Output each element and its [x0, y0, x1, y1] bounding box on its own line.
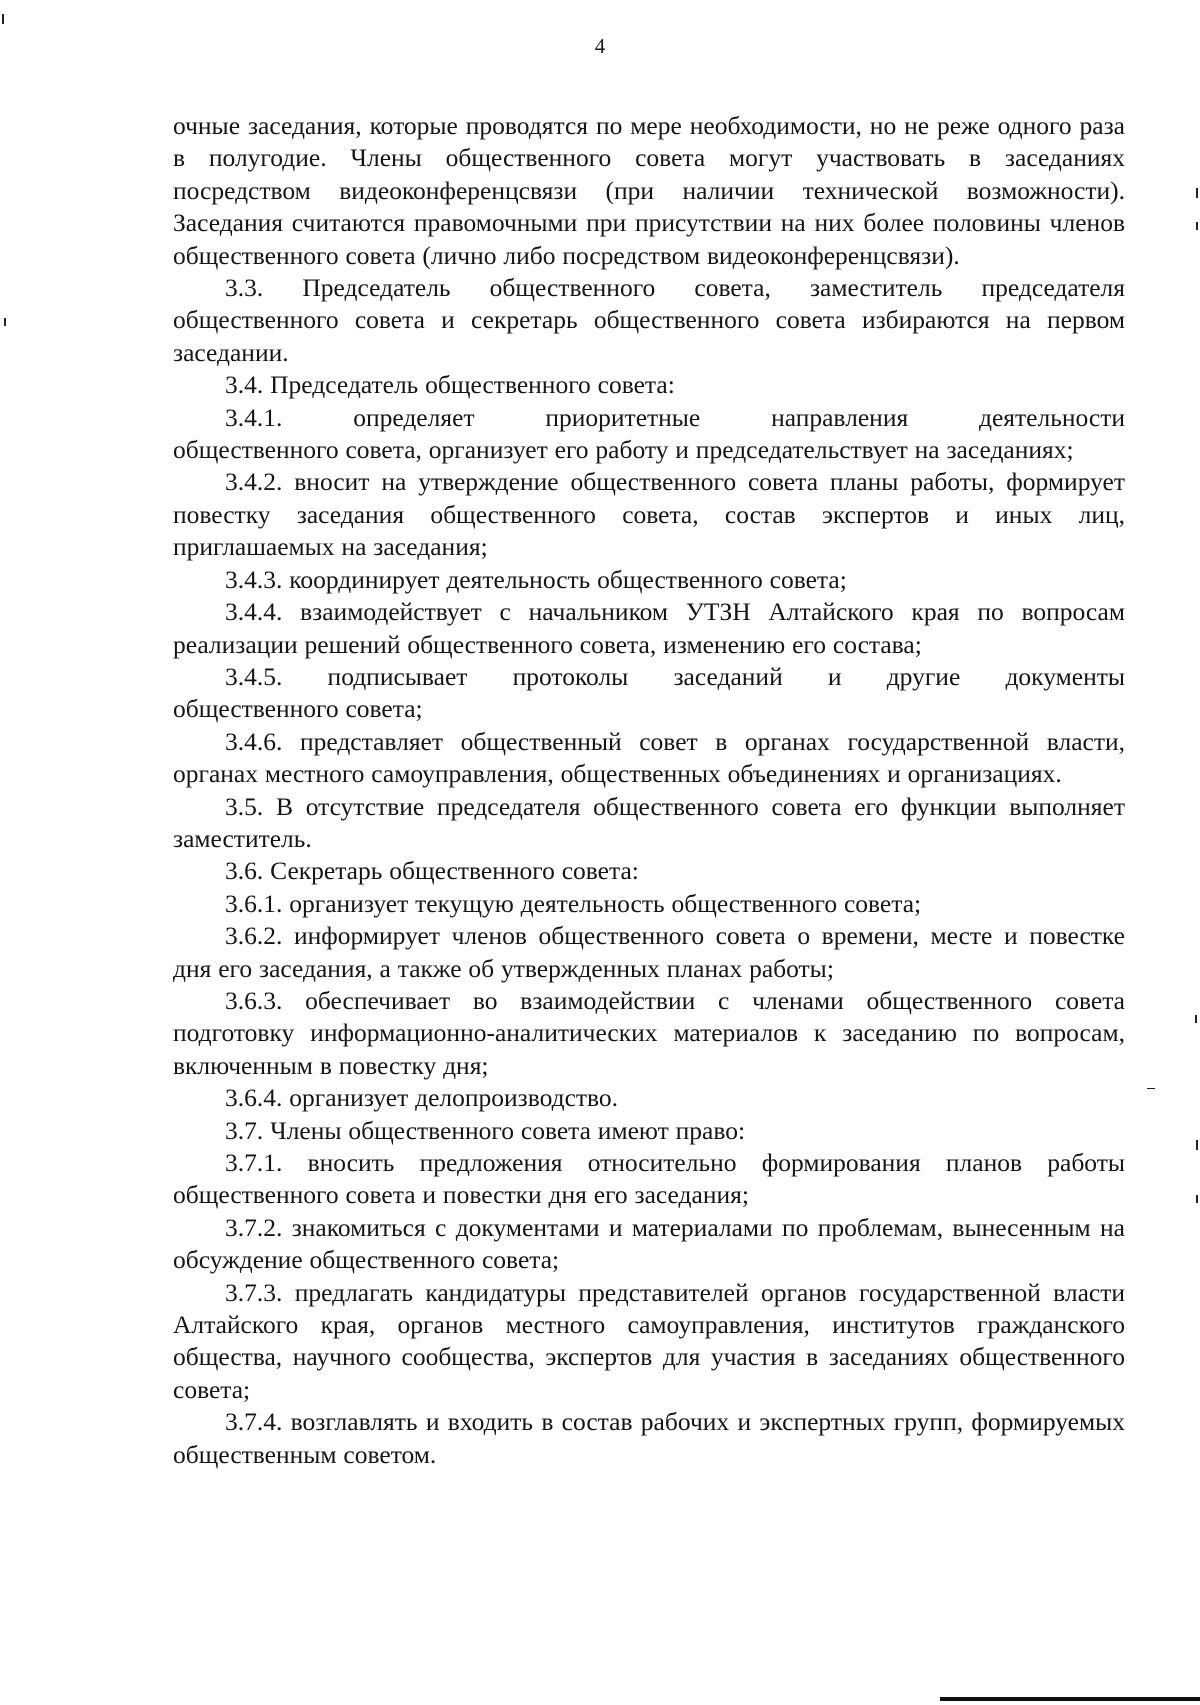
paragraph-3-3: 3.3. Председатель общественного совета, заместитель председателя общественного совета и секретарь общественного совета избираются на первом заседании.: [173, 273, 1125, 367]
scan-edge-line: [940, 1697, 1200, 1701]
paragraph-continuation: очные заседания, которые проводятся по мере необходимости, но не реже одного раза в полугодие. Члены общественного совета могут участвовать в заседаниях посредством видеоконференцсвязи (при наличии технической возможности). Заседания считаются правомочными при присутствии на них более половины членов общественного совета (лично либо посредством видеоконференцсвязи).: [173, 111, 1125, 270]
paragraph-3-4-6: 3.4.6. представляет общественный совет в органах государственной власти, органах местного самоуправления, общественных объединениях и организациях.: [173, 726, 1125, 789]
paragraph-3-4-5-rest: общественного совета;: [173, 694, 423, 724]
paragraph-3-7-1: 3.7.1. вносить предложения относительно формирования планов работы общественного совета и повестки дня его заседания;: [173, 1148, 1125, 1210]
page-number: 4: [594, 34, 606, 58]
paragraph-3-6-3: 3.6.3. обеспечивает во взаимодействии с членами общественного совета подготовку информационно-аналитических материалов к заседанию по вопросам, включенным в повестку дня;: [173, 985, 1125, 1080]
paragraph-3-7-4: 3.7.4. возглавлять и входить в состав рабочих и экспертных групп, формируемых общественным советом.: [173, 1407, 1125, 1469]
paragraph-3-4: 3.4. Председатель общественного совета:: [225, 370, 675, 400]
scan-artifact: [4, 318, 6, 326]
document-body: [173, 110, 1125, 1471]
scan-artifact: [1196, 222, 1198, 230]
paragraph-3-4-1-rest: общественного совета, организует его работу и председательствует на заседаниях;: [173, 435, 1074, 465]
scan-artifact: [2, 14, 4, 24]
scan-artifact: [1147, 1088, 1155, 1089]
paragraph-3-6-2: 3.6.2. информирует членов общественного совета о времени, месте и повестке дня его заседания, а также об утвержденных планах работы;: [173, 921, 1125, 983]
paragraph-3-4-1-line1: 3.4.1. определяет приоритетные направления деятельности: [225, 402, 1125, 432]
paragraph-3-4-5-line1: 3.4.5. подписывает протоколы заседаний и другие документы: [225, 661, 1125, 691]
scan-artifact: [1195, 1015, 1197, 1023]
paragraph-3-6-4: 3.6.4. организует делопроизводство.: [225, 1083, 619, 1113]
scan-artifact: [1196, 188, 1198, 198]
paragraph-3-7-3: 3.7.3. предлагать кандидатуры представителей органов государственной власти Алтайского края, органов местного самоуправления, институтов гражданского общества, научного сообщества, экспертов для участия в заседаниях общественного совета;: [173, 1277, 1125, 1404]
paragraph-3-6-1: 3.6.1. организует текущую деятельность общественного совета;: [225, 888, 922, 918]
paragraph-3-4-4: 3.4.4. взаимодействует с начальником УТЗН Алтайского края по вопросам реализации решений общественного совета, изменению его состава;: [173, 597, 1125, 659]
paragraph-3-4-2: 3.4.2. вносит на утверждение общественного совета планы работы, формирует повестку заседания общественного совета, состав экспертов и иных лиц, приглашаемых на заседания;: [173, 467, 1125, 562]
paragraph-3-6: 3.6. Секретарь общественного совета:: [225, 856, 639, 886]
paragraph-3-7-2: 3.7.2. знакомиться с документами и материалами по проблемам, вынесенным на обсуждение общественного совета;: [173, 1212, 1125, 1275]
paragraph-3-7: 3.7. Члены общественного совета имеют право:: [225, 1115, 746, 1145]
paragraph-3-4-3: 3.4.3. координирует деятельность общественного совета;: [225, 564, 847, 594]
scan-artifact: [1196, 1195, 1198, 1203]
scan-artifact: [1196, 1140, 1198, 1150]
paragraph-3-5: 3.5. В отсутствие председателя общественного совета его функции выполняет заместитель.: [173, 791, 1125, 853]
